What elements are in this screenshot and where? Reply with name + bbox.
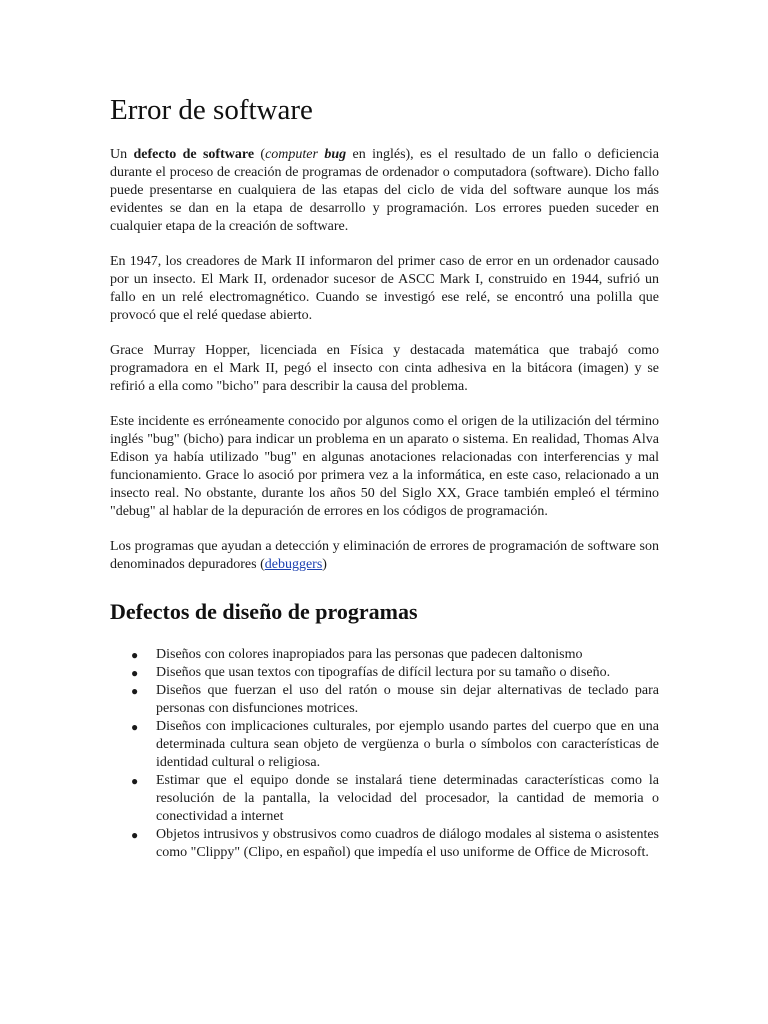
intro-italic-term: computer bbox=[265, 147, 325, 162]
intro-text-2: ( bbox=[254, 147, 266, 162]
history-paragraph: En 1947, los creadores de Mark II informaron del primer caso de error en un ordenador causado por un insecto. El Mark II, ordenador sucesor de ASCC Mark I, construido en 1944, sufrió un fallo en un relé electromagnético. Cuando se investigó ese relé, se encontró una polilla que provocó que el relé quedase abierto. bbox=[110, 254, 659, 323]
intro-bold-italic-term: bug bbox=[324, 147, 347, 162]
list-item-text: Diseños con implicaciones culturales, por ejemplo usando partes del cuerpo que en una determinada cultura sean objeto de vergüenza o burla o símbolos con características de identidad cultural o religiosa. bbox=[156, 719, 659, 770]
bullet-icon: ● bbox=[131, 774, 139, 788]
intro-paragraph bbox=[110, 146, 659, 236]
bullet-icon: ● bbox=[131, 828, 139, 842]
list-item-text: Estimar que el equipo donde se instalará tiene determinadas características como la resolución de la pantalla, la velocidad del procesador, la cantidad de memoria o conectividad a internet bbox=[156, 773, 659, 824]
origin-paragraph: Este incidente es erróneamente conocido por algunos como el origen de la utilización del término inglés "bug" (bicho) para indicar un problema en un aparato o sistema. En realidad, Thomas Alva Edison ya había utilizado "bug" en algunas anotaciones relacionadas con interferencias y mal funcionamiento. Grace lo asoció por primera vez a la informática, en este caso, relacionado a un insecto real. No obstante, durante los años 50 del Siglo XX, Grace también empleó el término "debug" al hablar de la depuración de errores en los códigos de programación. bbox=[110, 414, 659, 519]
list-item-text: Diseños con colores inapropiados para las personas que padecen daltonismo bbox=[156, 647, 583, 662]
design-defects-list bbox=[110, 646, 659, 862]
bullet-icon: ● bbox=[131, 648, 139, 662]
page-title: Error de software bbox=[110, 94, 313, 126]
list-item-text: Diseños que fuerzan el uso del ratón o mouse sin dejar alternativas de teclado para personas con disfunciones motrices. bbox=[156, 683, 659, 716]
debuggers-paragraph bbox=[110, 538, 659, 574]
list-item-text: Objetos intrusivos y obstrusivos como cuadros de diálogo modales al sistema o asistentes como "Clippy" (Clipo, en español) que impedía el uso uniforme de Office de Microsoft. bbox=[156, 827, 659, 860]
list-item bbox=[110, 646, 659, 664]
list-item bbox=[110, 826, 659, 862]
debuggers-link[interactable]: debuggers bbox=[264, 557, 323, 572]
list-item-text: Diseños que usan textos con tipografías de difícil lectura por su tamaño o diseño. bbox=[156, 665, 611, 680]
hopper-paragraph: Grace Murray Hopper, licenciada en Física y destacada matemática que trabajó como programadora en el Mark II, pegó el insecto con cinta adhesiva en la bitácora (imagen) y se refirió a ella como "bicho" para describir la causa del problema. bbox=[110, 343, 659, 394]
intro-text-1: Un bbox=[110, 147, 134, 162]
section-title: Defectos de diseño de programas bbox=[110, 599, 418, 624]
list-item bbox=[110, 718, 659, 772]
list-item bbox=[110, 682, 659, 718]
document-page bbox=[110, 92, 659, 862]
bullet-icon: ● bbox=[131, 720, 139, 734]
debuggers-close: ) bbox=[322, 557, 327, 572]
intro-bold-term: defecto de software bbox=[133, 147, 255, 162]
intro-text-3: en inglés), es el resultado de un fallo o deficiencia durante el proceso de creación de programas de ordenador o computadora (software). Dicho fallo puede presentarse en cualquiera de las etapas del ciclo de vida del software aunque los más evidentes se dan en la etapa de desarrollo y programación. Los errores pueden suceder en cualquier etapa de la creación de software. bbox=[110, 147, 659, 234]
bullet-icon: ● bbox=[131, 666, 139, 680]
list-item bbox=[110, 772, 659, 826]
list-item bbox=[110, 664, 659, 682]
debuggers-text: Los programas que ayudan a detección y eliminación de errores de programación de software son denominados depuradores ( bbox=[110, 539, 659, 572]
bullet-icon: ● bbox=[131, 684, 139, 698]
